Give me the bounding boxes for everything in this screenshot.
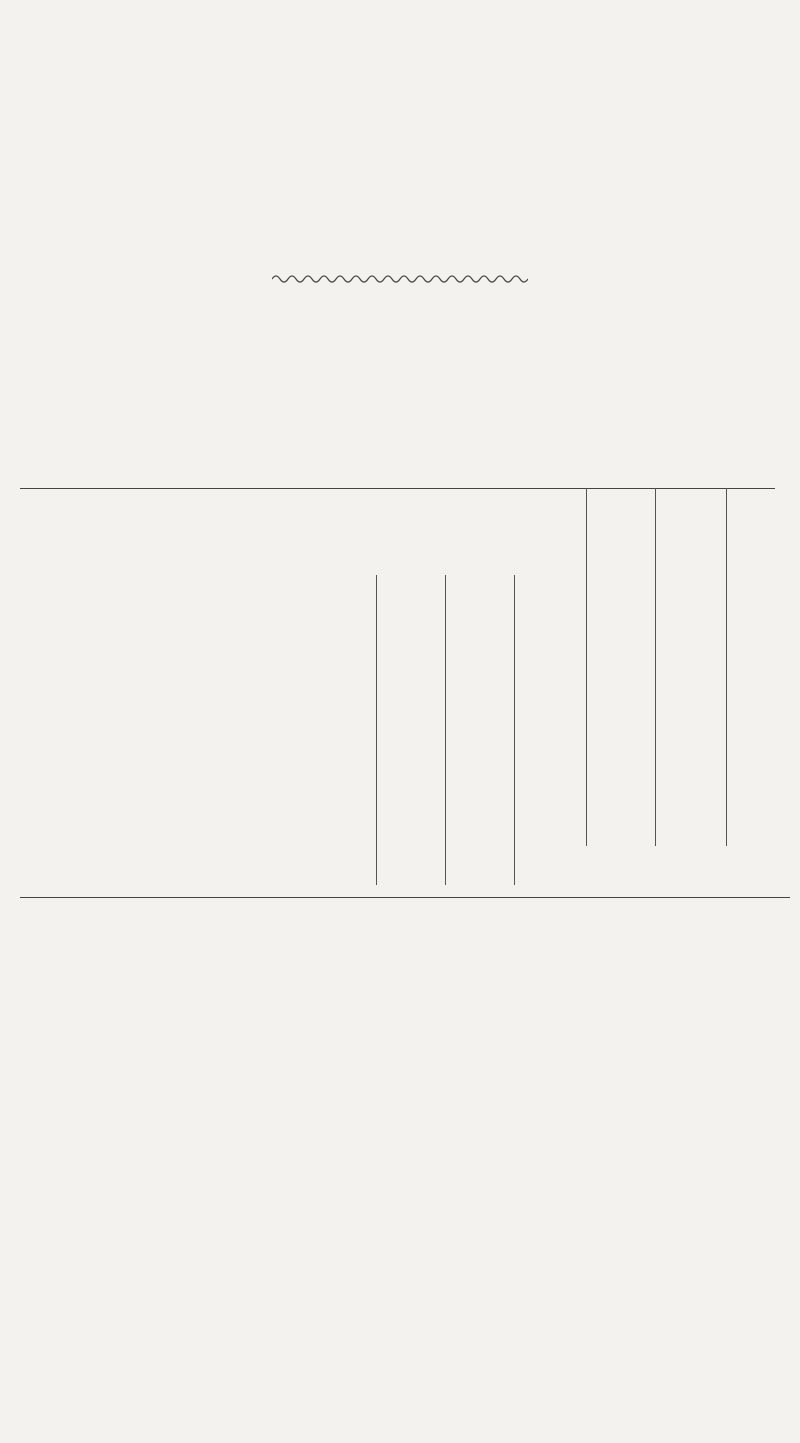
outer-divider-males: [655, 488, 656, 846]
inner-divider-females-lower: [514, 785, 515, 885]
inner-divider-females: [514, 575, 515, 785]
outer-divider-left: [586, 488, 587, 846]
table-bottom-rule: [20, 897, 790, 898]
inner-divider-left: [376, 575, 377, 785]
inner-divider-left-lower: [376, 785, 377, 885]
inner-divider-males: [445, 575, 446, 785]
ornamental-squiggle: [272, 273, 528, 285]
inner-divider-males-lower: [445, 785, 446, 885]
outer-divider-females: [726, 488, 727, 846]
table-top-rule: [20, 488, 775, 489]
